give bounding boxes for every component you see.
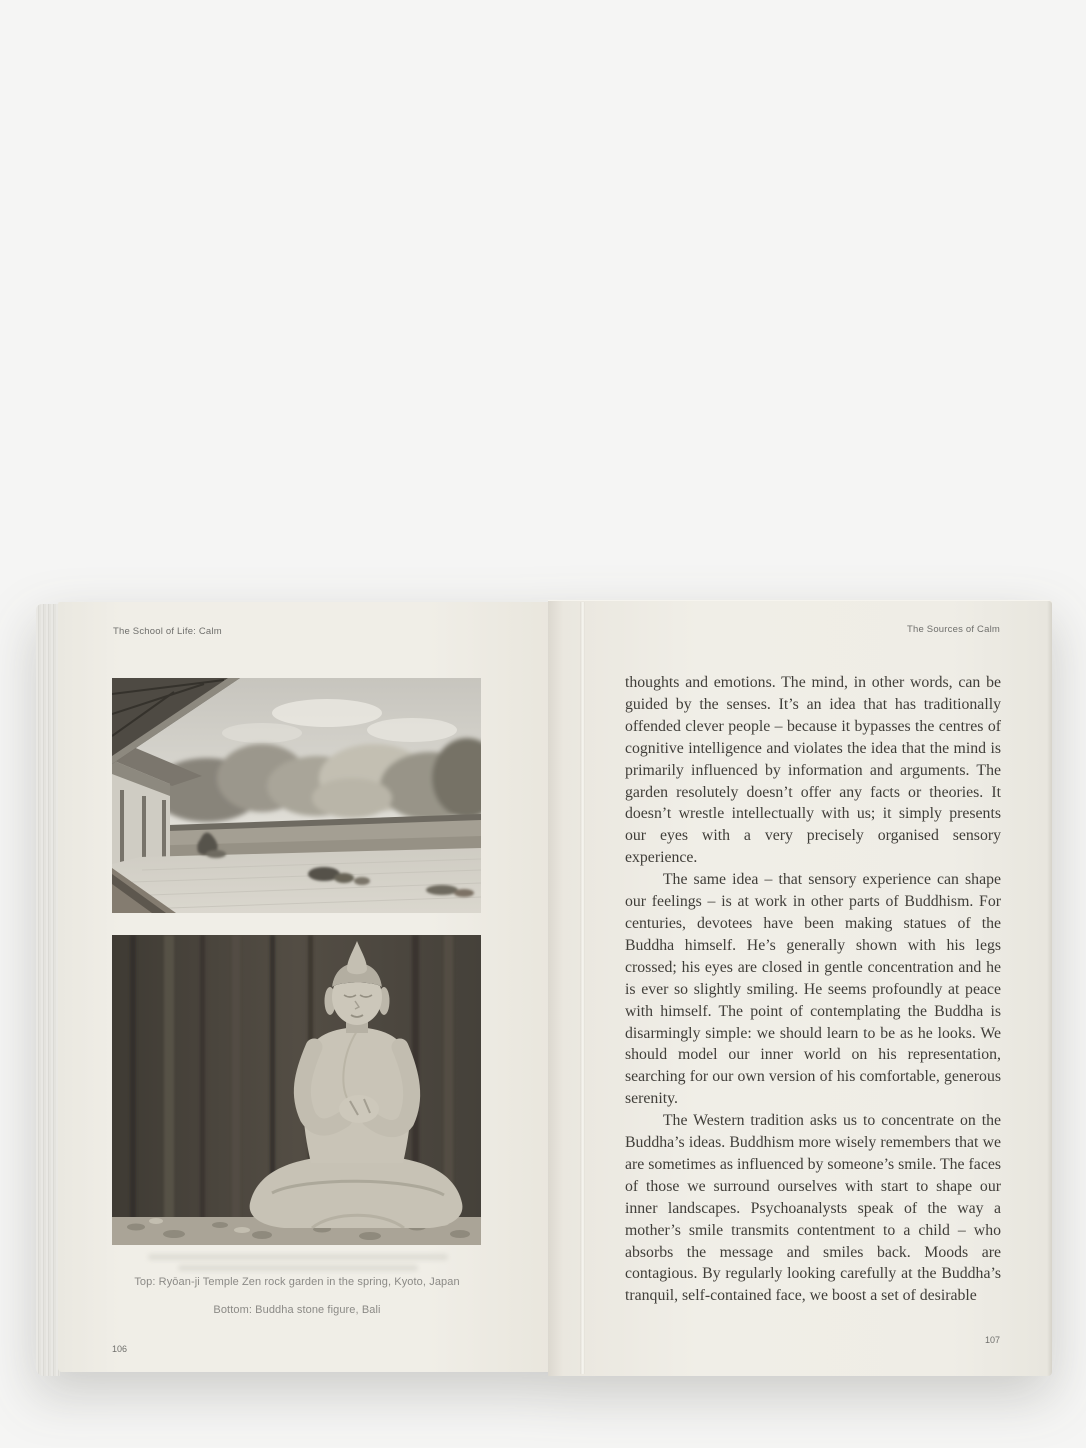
right-page [548, 600, 1052, 1376]
page-bleed-through [178, 1265, 418, 1271]
book-gutter [580, 602, 585, 1374]
open-book [36, 596, 1052, 1384]
page-bleed-through [148, 1254, 448, 1260]
left-running-header: The School of Life: Calm [113, 626, 222, 637]
paragraph-1: thoughts and emotions. The mind, in other words, can be guided by the senses. It’s an idea that has traditionally offended clever people – because it bypasses the centres of cognitive intelligence and violates the idea that the mind is primarily influenced by information and arguments. The garden resolutely doesn’t offer any facts or theories. It doesn’t wrestle intellectually with us; it simply presents our eyes with a very precisely organised sensory experience. [625, 674, 1001, 867]
buddha-statue-photo [112, 935, 481, 1245]
caption-bottom-photo: Bottom: Buddha stone figure, Bali [213, 1304, 381, 1316]
right-running-header: The Sources of Calm [906, 624, 1000, 635]
page-number-left: 106 [112, 1344, 128, 1354]
body-text [625, 672, 1001, 1307]
left-page [58, 602, 584, 1372]
page-number-right: 107 [984, 1335, 1000, 1345]
paragraph-3: The Western tradition asks us to concentrate on the Buddha’s ideas. Buddhism more wisely remembers that we are sometimes as influenced by someone’s smile. The faces of those we surround ourselves with start to shape our inner landscapes. Psychoanalysts speak of the way a mother’s smile transmits contentment to a child – who absorbs the message and smiles back. Moods are contagious. By regularly looking carefully at the Buddha’s tranquil, self-contained face, we boost a set of desirable [625, 1112, 1001, 1305]
caption-top-photo: Top: Ryōan-ji Temple Zen rock garden in the spring, Kyoto, Japan [134, 1276, 460, 1288]
paragraph-2: The same idea – that sensory experience can shape our feelings – is at work in other parts of Buddhism. For centuries, devotees have been making statues of the Buddha himself. He’s generally shown with his legs crossed; his eyes are closed in gentle concentration and he is ever so slightly smiling. He seems profoundly at peace with himself. The point of contemplating the Buddha is disarmingly simple: we should learn to be as he looks. We should model our inner world on his representation, searching for our own version of his comfortable, generous serenity. [625, 871, 1001, 1108]
book-page-stack-edge [36, 604, 60, 1376]
zen-rock-garden-photo [112, 678, 481, 913]
